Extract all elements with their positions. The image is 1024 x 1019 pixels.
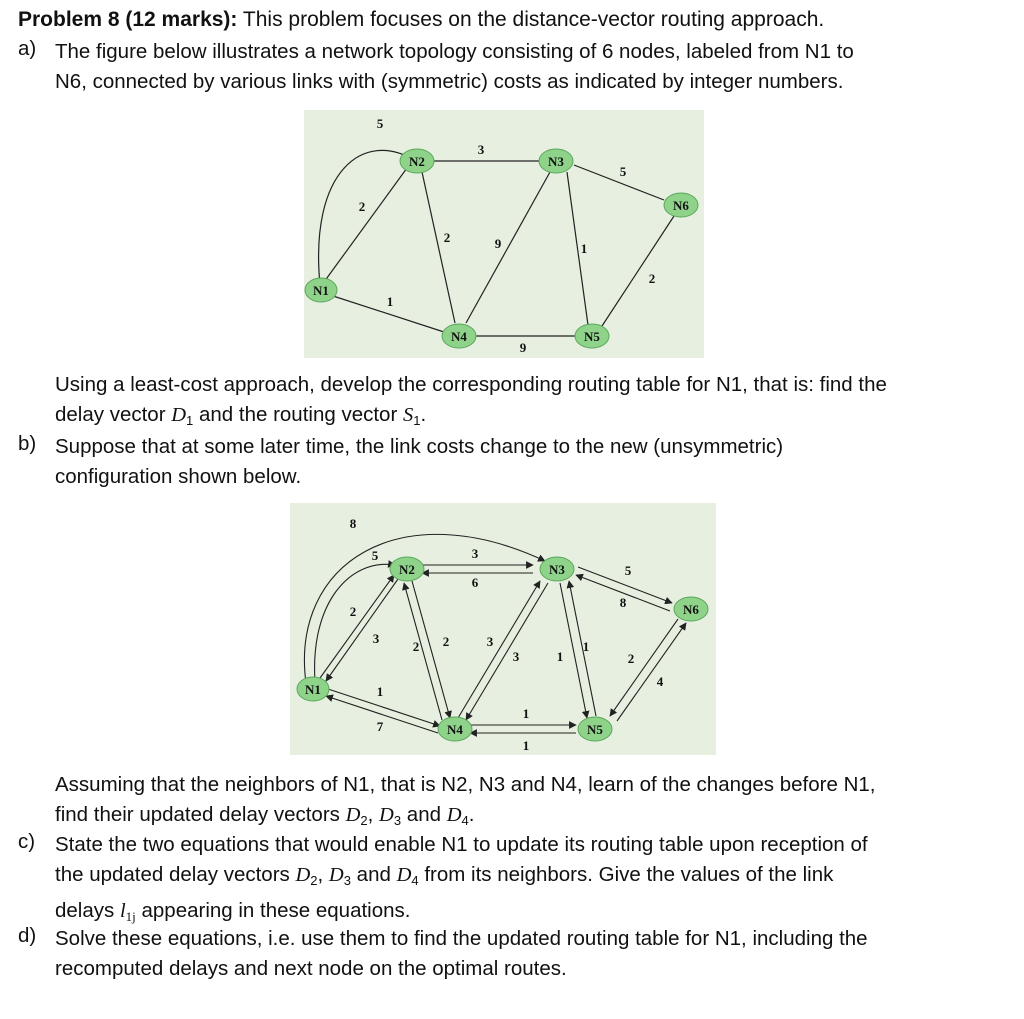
- cost-n5-n6: 2: [648, 271, 656, 286]
- cost-n2-to-n1: 3: [372, 631, 380, 646]
- part-c-text: [55, 830, 989, 932]
- cost-n4-to-n2: 2: [412, 639, 420, 654]
- cost-n1-n2-arc: 5: [376, 116, 384, 131]
- part-b-label: b): [18, 432, 37, 455]
- cost-n5-to-n3: 1: [582, 639, 590, 654]
- cost-n1-n2: 2: [358, 199, 366, 214]
- node-n5: [575, 324, 609, 348]
- part-b-line2: configuration shown below.: [55, 465, 302, 488]
- svg-text:N3: N3: [548, 154, 564, 169]
- part-d-line2: recomputed delays and next node on the optimal routes.: [55, 957, 567, 980]
- node-n4: [438, 717, 472, 741]
- cost-n2-n3: 3: [477, 142, 485, 157]
- figure-1-topology: [304, 110, 704, 358]
- cost-n3-to-n4: 3: [512, 649, 520, 664]
- node-n3: [540, 557, 574, 581]
- cost-n1-to-n4: 1: [376, 684, 384, 699]
- part-b-question-line2: find their updated delay vectors $D_2$, $D_3$ and $D_4$.: [55, 803, 475, 828]
- svg-text:N1: N1: [305, 682, 321, 697]
- svg-text:N5: N5: [584, 329, 600, 344]
- node-n3: [539, 149, 573, 173]
- svg-text:N4: N4: [451, 329, 467, 344]
- node-n2: [390, 557, 424, 581]
- part-a-question: [55, 370, 989, 436]
- link-n3-n4: [466, 172, 550, 323]
- link-n1-to-n2: [320, 575, 394, 678]
- svg-text:N6: N6: [673, 198, 689, 213]
- svg-text:N2: N2: [399, 562, 415, 577]
- cost-n4-n5: 9: [519, 340, 527, 355]
- part-b-question-line1: Assuming that the neighbors of N1, that is N2, N3 and N4, learn of the changes before N1,: [55, 773, 876, 796]
- cost-n3-to-n6: 5: [624, 563, 632, 578]
- svg-text:N4: N4: [447, 722, 463, 737]
- problem-title-text: This problem focuses on the distance-vector routing approach.: [237, 8, 825, 31]
- link-n3-to-n4: [466, 583, 548, 720]
- cost-n6-to-n5: 2: [627, 651, 635, 666]
- link-n2-n4: [422, 172, 455, 323]
- cost-n5-to-n6: 4: [656, 674, 664, 689]
- node-n6: [664, 193, 698, 217]
- link-n6-n5: [602, 216, 674, 326]
- node-n1: [297, 677, 329, 701]
- link-n5-to-n6: [617, 623, 686, 721]
- part-c-label: c): [18, 830, 36, 853]
- part-c-line1: State the two equations that would enable N1 to update its routing table upon reception of: [55, 833, 868, 856]
- link-n4-to-n3: [458, 581, 540, 718]
- cost-n6-to-n3: 8: [619, 595, 627, 610]
- link-n1-n2: [324, 168, 407, 282]
- cost-n5-to-n4: 1: [522, 738, 530, 753]
- cost-n4-to-n1: 7: [376, 719, 384, 734]
- part-a-question-line2: delay vector $D_1$ and the routing vector $S_1$.: [55, 403, 427, 428]
- svg-text:N6: N6: [683, 602, 699, 617]
- cost-n3-n6: 5: [619, 164, 627, 179]
- link-n1-n2-arc: [319, 150, 414, 285]
- cost-n4-to-n3: 3: [486, 634, 494, 649]
- part-a-text: [55, 37, 989, 97]
- part-a-line2: N6, connected by various links with (symmetric) costs as indicated by integer numbers.: [55, 70, 844, 93]
- svg-text:N1: N1: [313, 283, 329, 298]
- node-n2: [400, 149, 434, 173]
- node-n1: [305, 278, 337, 302]
- part-d-line1: Solve these equations, i.e. use them to find the updated routing table for N1, including the: [55, 927, 868, 950]
- cost-n3-n5: 1: [580, 241, 588, 256]
- link-n2-to-n1: [326, 579, 398, 681]
- part-b-text: [55, 432, 989, 492]
- problem-title: [18, 8, 824, 32]
- cost-n2-to-n4: 2: [442, 634, 450, 649]
- node-n5: [578, 717, 612, 741]
- cost-n3-to-n5: 1: [556, 649, 564, 664]
- part-d-label: d): [18, 924, 37, 947]
- link-n1-n2-arc: [315, 564, 395, 681]
- cost-n1-n4: 1: [386, 294, 394, 309]
- link-n1-to-n4: [328, 689, 440, 726]
- cost-n2-to-n3: 3: [471, 546, 479, 561]
- cost-n3-n4: 9: [494, 236, 502, 251]
- node-n4: [442, 324, 476, 348]
- link-n6-to-n5: [610, 619, 678, 716]
- figure-2-topology: [290, 503, 716, 755]
- part-a-label: a): [18, 37, 37, 60]
- cost-n3-to-n2: 6: [471, 575, 479, 590]
- part-a-question-line1: Using a least-cost approach, develop the corresponding routing table for N1, that is: find the: [55, 373, 887, 396]
- node-n6: [674, 597, 708, 621]
- cost-n4-to-n5: 1: [522, 706, 530, 721]
- cost-n2-n4: 2: [443, 230, 451, 245]
- problem-title-bold: Problem 8 (12 marks):: [18, 8, 238, 31]
- cost-n1-n2-arc: 5: [371, 548, 379, 563]
- svg-text:N3: N3: [549, 562, 565, 577]
- part-c-line2: the updated delay vectors $D_2$, $D_3$ and $D_4$ from its neighbors. Give the values of the link: [55, 863, 834, 888]
- link-n4-to-n2: [404, 583, 442, 720]
- part-a-line1: The figure below illustrates a network topology consisting of 6 nodes, labeled from N1 to: [55, 40, 854, 63]
- part-d-text: [55, 924, 989, 984]
- svg-text:N5: N5: [587, 722, 603, 737]
- cost-n1-to-n2: 2: [349, 604, 357, 619]
- cost-n1-to-n3-arc: 8: [349, 516, 357, 531]
- svg-text:N2: N2: [409, 154, 425, 169]
- part-c-line3: delays $l_{1j}$ appearing in these equations.: [55, 899, 411, 924]
- part-b-question: [55, 770, 989, 836]
- part-b-line1: Suppose that at some later time, the link costs change to the new (unsymmetric): [55, 435, 784, 458]
